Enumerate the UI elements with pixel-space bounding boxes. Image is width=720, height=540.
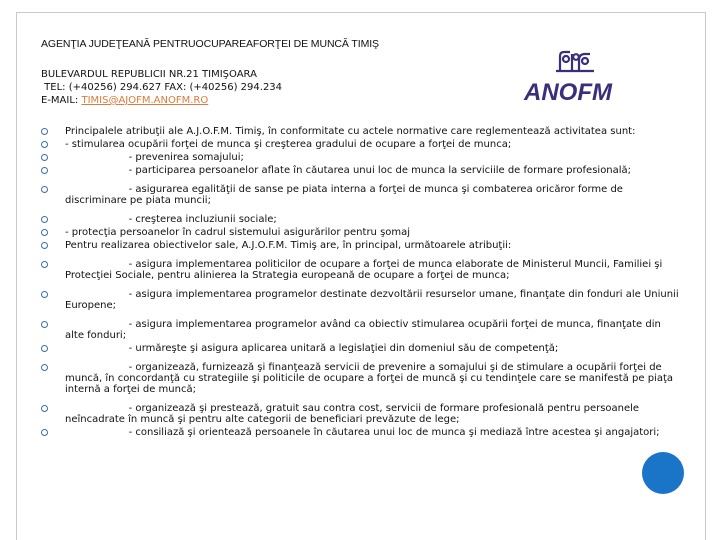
list-item bbox=[41, 240, 681, 251]
bullet-icon bbox=[41, 216, 48, 223]
list-item bbox=[41, 362, 681, 395]
list-item-text: - stimularea ocupării forţei de munca şi creşterea gradului de ocupare a forţei de munca; bbox=[65, 139, 512, 150]
bullet-icon bbox=[41, 364, 48, 371]
list-item-text: - participarea persoanelor aflate în căutarea unui loc de munca la serviciile de formare profesională; bbox=[65, 165, 632, 176]
list-item-text: Principalele atribuţii ale A.J.O.F.M. Timiş, în conformitate cu actele normative care reglementează activitatea sunt: bbox=[65, 126, 636, 137]
attributions-list bbox=[41, 126, 681, 440]
bullet-icon bbox=[41, 291, 48, 298]
list-item bbox=[41, 214, 681, 225]
bullet-icon bbox=[41, 154, 48, 161]
list-item-text: - organizează şi prestează, gratuit sau contra cost, servicii de formare profesională pentru persoanele neîncadrate în muncă şi pentru alte categorii de beneficiari prevăzute de lege; bbox=[65, 403, 643, 425]
phone-line: TEL: (+40256) 294.627 FAX: (+40256) 294.234 bbox=[41, 82, 283, 93]
list-item-text: - asigura implementarea politicilor de ocupare a forţei de munca elaborate de Ministerul Muncii, Familiei şi Protecţiei Sociale, pentru alinierea la Strategia europeană de ocupare a forţei de munca; bbox=[65, 259, 666, 281]
list-item bbox=[41, 343, 681, 354]
bullet-icon bbox=[41, 429, 48, 436]
decorative-circle bbox=[642, 452, 684, 494]
page-title: AGENŢIA JUDEŢEANĂ PENTRUOCUPAREAFORŢEI DE MUNCĂ TIMIŞ bbox=[41, 38, 379, 50]
bullet-icon bbox=[41, 242, 48, 249]
address-line: BULEVARDUL REPUBLICII NR.21 TIMIŞOARA bbox=[41, 69, 257, 80]
list-item-text: - protecţia persoanelor în cadrul sistemului asigurărilor pentru şomaj bbox=[65, 227, 411, 238]
list-item bbox=[41, 184, 681, 206]
bullet-icon bbox=[41, 167, 48, 174]
slide-border-right bbox=[705, 12, 706, 540]
list-item-text: - organizează, furnizează şi finanţează servicii de prevenire a somajului şi de stimulare a ocupării forţei de muncă, în concordanţă cu strategiile şi politicile de ocupare a forţei de muncă şi cu tendinţele care se manifestă pe piaţa internă a forţei de muncă; bbox=[65, 362, 677, 395]
slide-border-top bbox=[16, 12, 706, 13]
email-label: E-MAIL: bbox=[41, 95, 82, 106]
bullet-icon bbox=[41, 261, 48, 268]
logo-figures-icon bbox=[556, 52, 594, 71]
anofm-logo bbox=[522, 40, 622, 108]
slide-border-left bbox=[16, 12, 17, 540]
list-item-text: - urmăreşte şi asigura aplicarea unitară a legislaţiei din domeniul său de competenţă; bbox=[65, 343, 559, 354]
list-item bbox=[41, 289, 681, 311]
list-item-text: - asigura implementarea programelor destinate dezvoltării resurselor umane, finanţate din fonduri ale Uniunii Europene; bbox=[65, 289, 682, 311]
list-item bbox=[41, 259, 681, 281]
list-item bbox=[41, 152, 681, 163]
bullet-icon bbox=[41, 128, 48, 135]
email-link[interactable]: TIMIS@AJOFM.ANOFM.RO bbox=[81, 95, 209, 106]
list-item bbox=[41, 139, 681, 150]
bullet-icon bbox=[41, 345, 48, 352]
list-item bbox=[41, 165, 681, 176]
list-item bbox=[41, 227, 681, 238]
list-item-text: - prevenirea somajului; bbox=[65, 152, 244, 163]
contact-block bbox=[41, 68, 282, 107]
list-item bbox=[41, 126, 681, 137]
list-item-text: Pentru realizarea obiectivelor sale, A.J.O.F.M. Timiş are, în principal, următoarele atribuţii: bbox=[65, 240, 512, 251]
bullet-icon bbox=[41, 405, 48, 412]
list-item-text: - creşterea incluziunii sociale; bbox=[65, 214, 277, 225]
email-line bbox=[41, 94, 282, 107]
list-item bbox=[41, 427, 681, 438]
list-item bbox=[41, 319, 681, 341]
bullet-icon bbox=[41, 186, 48, 193]
bullet-icon bbox=[41, 229, 48, 236]
list-item bbox=[41, 403, 681, 425]
list-item-text: - asigura implementarea programelor având ca obiectiv stimularea ocupării forţei de munca, finanţate din alte fonduri; bbox=[65, 319, 665, 341]
list-item-text: - consiliază şi orientează persoanele în căutarea unui loc de munca şi mediază între acestea şi angajatori; bbox=[65, 427, 660, 438]
bullet-icon bbox=[41, 321, 48, 328]
list-item-text: - asigurarea egalităţii de sanse pe piata interna a forţei de munca şi combaterea oricăror forme de discriminare pe piata muncii; bbox=[65, 184, 627, 206]
bullet-icon bbox=[41, 141, 48, 148]
logo-text: ANOFM bbox=[524, 79, 612, 106]
